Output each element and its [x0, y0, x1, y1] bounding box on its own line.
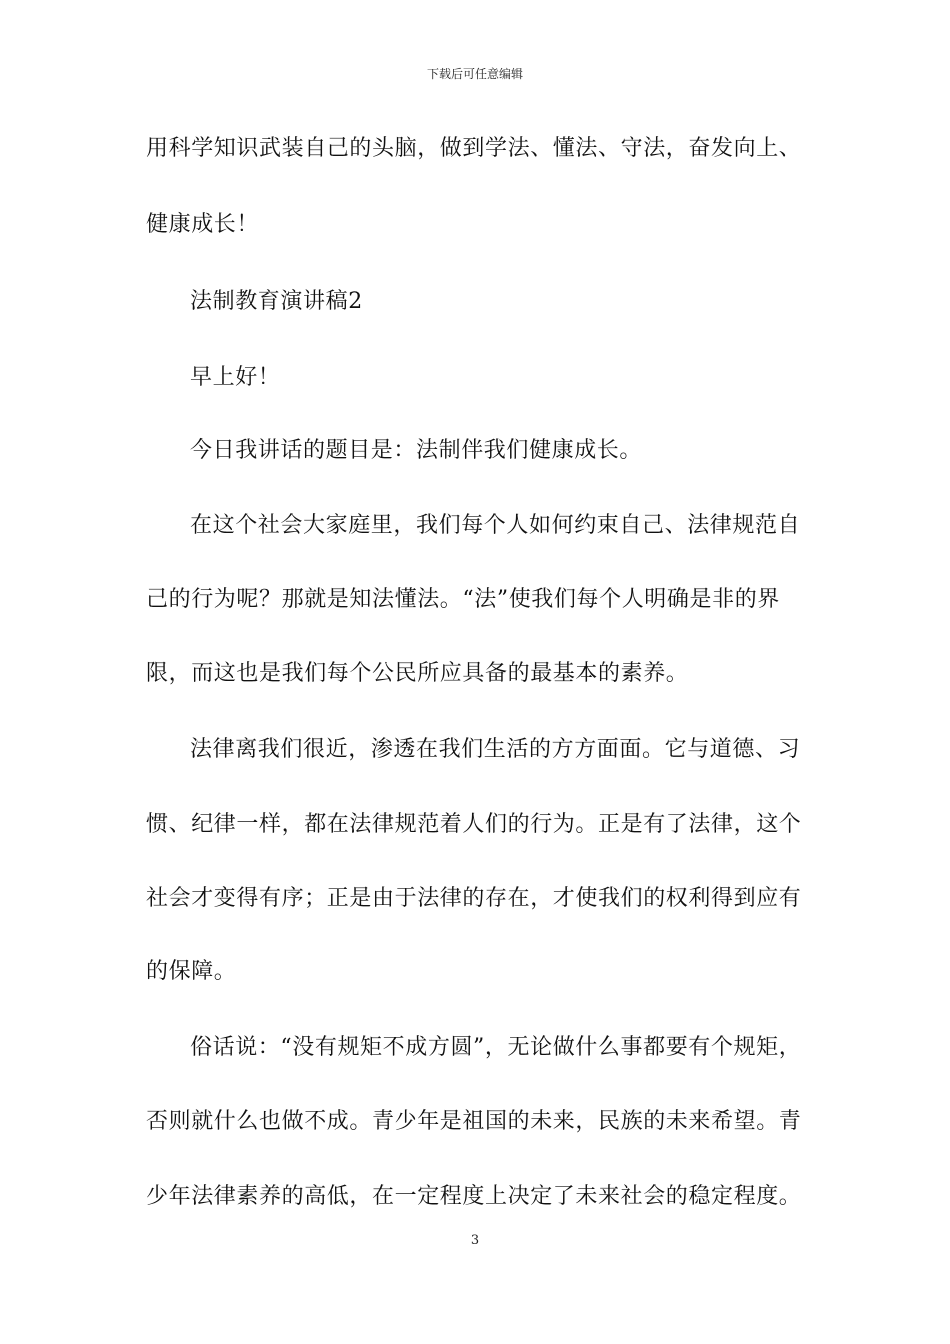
paragraph-line: 惯、纪律一样，都在法律规范着人们的行为。正是有了法律，这个	[146, 812, 802, 837]
paragraph-line: 社会才变得有序；正是由于法律的存在，才使我们的权利得到应有	[146, 886, 802, 911]
paragraph-line: 否则就什么也做不成。青少年是祖国的未来，民族的未来希望。青	[146, 1109, 802, 1134]
section-title: 法制教育演讲稿2	[190, 289, 363, 314]
paragraph-line: 限，而这也是我们每个公民所应具备的最基本的素养。	[146, 661, 689, 686]
paragraph-line: 少年法律素养的高低，在一定程度上决定了未来社会的稳定程度。	[146, 1184, 802, 1209]
paragraph-line: 俗话说：“没有规矩不成方圆”，无论做什么事都要有个规矩，	[190, 1035, 802, 1060]
paragraph-line: 健康成长！	[146, 212, 260, 237]
paragraph-line: 用科学知识武装自己的头脑，做到学法、懂法、守法，奋发向上、	[146, 136, 802, 161]
greeting-line: 早上好！	[190, 365, 281, 390]
paragraph-line: 己的行为呢？那就是知法懂法。“法”使我们每个人明确是非的界	[146, 587, 780, 612]
paragraph-line: 的保障。	[146, 959, 237, 984]
paragraph-line: 法律离我们很近，渗透在我们生活的方方面面。它与道德、习	[190, 737, 801, 762]
page-number: 3	[470, 1233, 480, 1248]
paragraph-line: 在这个社会大家庭里，我们每个人如何约束自己、法律规范自	[190, 513, 801, 538]
paragraph-line: 今日我讲话的题目是：法制伴我们健康成长。	[190, 438, 643, 463]
page-header: 下载后可任意编辑	[426, 67, 523, 81]
